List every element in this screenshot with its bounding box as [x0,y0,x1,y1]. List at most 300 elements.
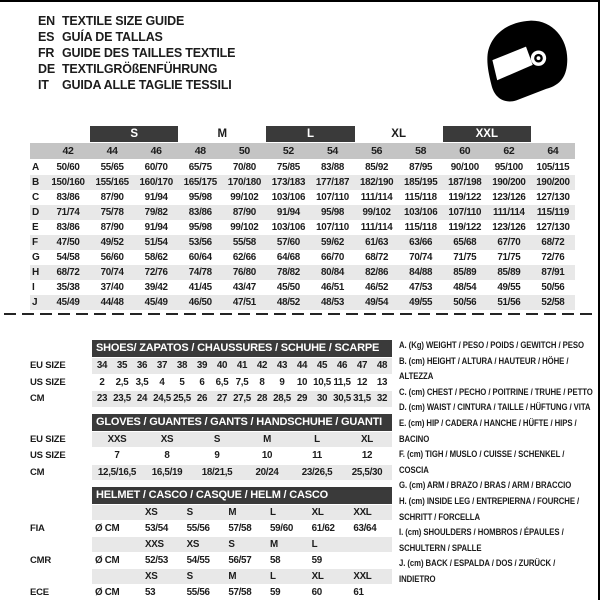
textile-cell: 47/50 [56,237,80,248]
size-cell: 7 [114,450,120,462]
textile-row-g [30,250,575,265]
language-row [38,29,235,45]
helmet-value-cell: 57/58 [228,523,252,534]
helmet-value-cell: 55/56 [186,523,210,534]
shoes-table-rows [30,358,392,407]
textile-cell: 127/130 [536,222,570,233]
legend-item: C. (cm) CHEST / PECHO / POITRINE / TRUHE / PETTO [399,386,593,398]
textile-cell: 71/75 [453,252,477,263]
diameter-unit-label: Ø CM [95,555,120,566]
guide-title: TEXTILGRÖßENFÜHRUNG [62,62,218,76]
textile-cell: 58/62 [144,252,168,263]
helmet-size-cell: XXL [353,571,372,582]
helmet-value-cell: 61 [353,587,364,598]
helmet-table-title: HELMET / CASCO / CASQUE / HELM / CASCO [92,487,392,504]
helmet-table-rows [30,505,392,600]
language-code: DE [38,62,55,76]
size-cell: 9 [279,376,285,388]
helmet-size-cell: S [186,571,193,582]
row-cells [92,465,392,481]
row-cells [92,505,392,520]
textile-cell: 52/58 [541,297,565,308]
language-row [38,77,235,93]
size-cell: 9 [214,450,220,462]
helmet-size-cell: L [270,571,276,582]
textile-cell: 107/110 [316,222,349,233]
dashed-section-divider [4,313,596,315]
size-cell: 39 [196,360,208,372]
helmet-size-cell: S [186,507,193,518]
textile-row-d [30,205,575,220]
language-code: FR [38,46,55,60]
helmet-value-cell: 56/57 [228,555,252,566]
textile-cell: 50/56 [453,297,477,308]
textile-cell: 70/74 [100,267,124,278]
helmet-size-cell: XS [145,571,158,582]
legend-item: B. (cm) HEIGHT / ALTURA / HAUTEUR / HÖHE / ALTEZZA [399,355,569,383]
textile-cell: 47/51 [232,297,256,308]
textile-cell: 127/130 [536,192,570,203]
size-cell: 40 [216,360,228,372]
helmet-value-cell: 61/62 [311,523,335,534]
textile-column-header: 56 [371,145,383,157]
size-cell: 28,5 [273,393,291,405]
size-cell: 29 [296,393,308,405]
size-row [30,448,392,464]
textile-cell: 82/86 [365,267,389,278]
textile-column-header: 48 [194,145,206,157]
gloves-size-table [30,414,392,481]
standard-label: CMR [30,555,52,566]
helmet-size-cell: XL [311,507,324,518]
textile-cell: 95/98 [321,207,345,218]
size-cell: 45 [316,360,328,372]
legend-item: A. (Kg) WEIGHT / PESO / POIDS / GEWITCH / PESO [399,340,584,351]
textile-cell: 54/58 [56,252,80,263]
textile-cell: 66/70 [321,252,345,263]
size-cell: 41 [236,360,248,372]
row-label: US SIZE [30,376,66,388]
legend-item: G. (cm) ARM / BRAZO / BRAS / ARM / BRACCIO [399,480,572,492]
textile-row-h [30,265,575,280]
size-cell: 36 [136,360,148,372]
textile-cell: 71/74 [56,207,80,218]
size-group-header-row [30,126,575,142]
textile-cell: 103/106 [271,222,306,233]
row-label: EU SIZE [30,433,66,445]
textile-cell: 187/198 [448,177,482,188]
legend-item: F. (cm) TIGH / MUSLO / CUISSE / SCHENKEL / COSCIA [399,449,565,476]
textile-cell: 61/63 [365,237,389,248]
textile-cell: 84/88 [409,267,433,278]
size-cell: 23,5 [113,393,131,405]
size-cell: 35 [116,360,128,372]
textile-cell: 39/42 [144,282,168,293]
textile-cell: 99/102 [230,192,259,203]
size-cell: 11,5 [333,376,351,388]
textile-cell: 111/114 [493,207,525,218]
size-cell: 23/26,5 [301,466,333,478]
textile-cell: 45/50 [276,282,300,293]
helmet-size-cell: S [228,539,235,550]
size-cell: 30,5 [333,393,351,405]
textile-cell: 95/100 [494,162,523,173]
size-row [30,465,392,481]
textile-cell: 123/126 [492,192,526,203]
textile-cell: 51/56 [497,297,521,308]
guide-title: GUIDE DES TAILLES TEXTILE [62,46,236,60]
textile-cell: 62/66 [232,252,256,263]
size-cell: XL [361,433,373,445]
size-cell: M [263,433,271,445]
textile-cell: 87/90 [100,192,124,203]
guide-title: TEXTILE SIZE GUIDE [62,14,185,28]
row-cells [92,448,392,464]
size-group-s: S [90,126,178,142]
textile-cell: 190/200 [492,177,526,188]
helmet-value-cell: 59 [311,555,322,566]
textile-cell: 76/80 [232,267,256,278]
textile-cell: 75/85 [276,162,300,173]
textile-cell: 115/118 [404,192,437,203]
size-cell: L [314,433,320,445]
textile-cell: 72/76 [144,267,168,278]
language-code: IT [38,78,49,92]
textile-cell: 111/114 [360,222,393,233]
textile-cell: 103/106 [404,207,438,218]
size-row [30,375,392,391]
textile-cell: 87/90 [232,207,256,218]
textile-column-header: 62 [503,145,515,157]
textile-cell: 105/115 [536,162,570,173]
size-cell: 28 [256,393,268,405]
textile-column-header: 58 [415,145,427,157]
language-code: EN [38,14,55,28]
size-cell: 43 [276,360,288,372]
helmet-value-cell: 63/64 [353,523,377,534]
size-cell: 8 [164,450,170,462]
textile-cell: 49/55 [409,297,433,308]
helmet-value-row-ece [30,585,392,600]
textile-cell: 115/119 [536,207,570,218]
textile-cell: 190/200 [536,177,570,188]
textile-cell: 107/110 [316,192,349,203]
helmet-size-cell: XS [145,507,158,518]
textile-row-label: J [32,297,38,308]
textile-row-b [30,175,575,190]
size-row [30,358,392,374]
size-row [30,432,392,448]
size-group-m: M [217,128,228,140]
textile-row-label: A [32,162,39,173]
size-cell: 11 [312,450,322,462]
textile-column-header: 50 [238,145,250,157]
textile-cell: 160/170 [139,177,173,188]
row-cells [92,521,392,536]
textile-cell: 103/106 [271,192,306,203]
textile-cell: 85/92 [365,162,389,173]
standard-label: FIA [30,523,45,534]
helmet-size-cell: L [311,539,318,550]
textile-cell: 55/65 [100,162,124,173]
size-cell: XXS [107,433,127,445]
size-cell: 18/21,5 [201,466,233,478]
size-cell: 30 [316,393,328,405]
language-title-list [38,13,235,93]
accessory-size-tables [30,340,392,600]
size-cell: 42 [256,360,268,372]
textile-cell: 95/98 [188,222,212,233]
textile-cell: 37/40 [100,282,124,293]
textile-cell: 74/78 [188,267,212,278]
textile-cell: 46/51 [321,282,345,293]
textile-cell: 90/100 [450,162,479,173]
textile-cell: 91/94 [144,222,168,233]
textile-row-label: H [32,267,39,278]
textile-cell: 119/122 [448,192,482,203]
textile-cell: 68/72 [56,267,80,278]
size-cell: 2,5 [115,376,129,388]
textile-cell: 49/55 [497,282,521,293]
textile-row-label: D [32,207,39,218]
language-row [38,13,235,29]
textile-row-e [30,220,575,235]
size-cell: 12,5/16,5 [97,466,137,478]
textile-cell: 115/118 [404,222,437,233]
textile-cell: 75/78 [100,207,124,218]
helmet-size-cell: XXL [353,507,372,518]
textile-cell: 177/187 [315,177,350,188]
textile-cell: 47/53 [409,282,433,293]
helmet-size-cell: L [270,507,276,518]
textile-cell: 63/66 [409,237,433,248]
textile-cell: 68/72 [365,252,389,263]
helmet-value-cell: 55/56 [186,587,210,598]
helmet-size-cell: XXS [145,539,164,550]
textile-row-label: I [32,282,35,293]
textile-cell: 155/165 [95,177,129,188]
textile-cell: 87/90 [100,222,124,233]
textile-row-c [30,190,575,205]
textile-cell: 43/47 [232,282,256,293]
textile-cell: 182/190 [359,177,394,188]
size-cell: S [213,433,221,445]
size-cell: 6 [199,376,205,388]
size-cell: 5 [179,376,185,388]
size-cell: 47 [356,360,368,372]
size-cell: 25,5/30 [351,466,383,478]
row-cells [92,585,392,600]
textile-cell: 46/50 [188,297,212,308]
shoes-size-table [30,340,392,407]
helmet-size-label-row [30,505,392,520]
textile-cell: 49/54 [365,297,389,308]
textile-row-label: E [32,222,39,233]
size-cell: 12 [356,376,368,388]
textile-cell: 65/75 [188,162,212,173]
gloves-table-rows [30,432,392,481]
textile-cell: 119/122 [448,222,482,233]
helmet-value-cell: 53/54 [145,523,169,534]
textile-row-label: C [32,192,39,203]
helmet-value-row-cmr [30,553,392,568]
textile-cell: 83/88 [321,162,345,173]
textile-cell: 83/86 [188,207,212,218]
diameter-unit-label: Ø CM [95,587,120,598]
row-cells [92,553,392,568]
textile-cell: 41/45 [188,282,212,293]
textile-cell: 150/160 [51,177,85,188]
textile-cell: 65/68 [453,237,477,248]
textile-cell: 79/82 [144,207,168,218]
size-cell: 23 [96,393,108,405]
textile-cell: 60/70 [144,162,168,173]
textile-row-a [30,160,575,175]
size-cell: 10,5 [313,376,331,388]
row-label: US SIZE [30,450,66,462]
size-cell: 26 [196,393,208,405]
row-label: CM [30,393,45,405]
size-cell: 10 [261,450,273,462]
helmet-size-cell: M [270,539,278,550]
language-row [38,45,235,61]
size-cell: 34 [96,360,108,372]
textile-cell: 50/60 [56,162,80,173]
textile-cell: 87/95 [409,162,433,173]
textile-cell: 111/114 [360,192,393,203]
row-label: CM [30,466,45,478]
size-cell: 46 [336,360,348,372]
textile-cell: 71/75 [497,252,521,263]
textile-cell: 170/180 [227,177,262,188]
standard-label: ECE [30,587,49,598]
helmet-size-cell: M [228,571,237,582]
helmet-size-label-row [30,537,392,552]
legend-item: E. (cm) HIP / CADERA / HANCHE / HÜFTE / HIPS / BACINO [399,417,577,445]
textile-cell: 60/64 [188,252,212,263]
helmet-size-cell: XS [186,539,200,550]
shoes-table-title: SHOES/ ZAPATOS / CHAUSSURES / SCHUHE / SCARPE [92,340,392,357]
textile-column-header: 44 [106,145,118,157]
size-cell: 6,5 [215,376,229,388]
language-row [38,61,235,77]
textile-cell: 45/49 [144,297,168,308]
textile-cell: 48/54 [453,282,477,293]
textile-cell: 78/82 [276,267,300,278]
helmet-value-cell: 60 [311,587,322,598]
textile-column-header: 52 [282,145,294,157]
textile-cell: 59/62 [321,237,345,248]
size-cell: 24,5 [153,393,171,405]
size-cell: XS [160,433,174,445]
row-cells [92,537,392,552]
textile-cell: 46/52 [365,282,389,293]
size-cell: 24 [136,393,148,405]
textile-cell: 45/49 [56,297,80,308]
textile-cell: 87/91 [541,267,565,278]
textile-cell: 48/52 [276,297,300,308]
textile-cell: 70/80 [232,162,256,173]
helmet-value-cell: 59 [270,587,281,598]
helmet-value-cell: 59/60 [270,523,294,534]
textile-size-table [30,126,575,310]
textile-cell: 99/102 [230,222,259,233]
helmet-value-cell: 57/58 [228,587,252,598]
size-row [30,391,392,407]
measurement-legend [399,338,593,588]
textile-cell: 80/84 [321,267,345,278]
textile-cell: 48/53 [321,297,345,308]
diameter-unit-label: Ø CM [95,523,120,534]
textile-cell: 123/126 [492,222,526,233]
size-cell: 48 [376,360,388,372]
size-cell: 27 [216,393,228,405]
row-label: EU SIZE [30,360,66,372]
textile-column-header: 64 [547,145,559,157]
helmet-value-cell: 52/53 [145,555,169,566]
size-cell: 8 [259,376,265,388]
textile-cell: 173/183 [271,177,306,188]
helmet-value-row-fia [30,521,392,536]
textile-cell: 85/89 [497,267,521,278]
language-code: ES [38,30,55,44]
textile-row-f [30,235,575,250]
guide-title: GUIDA ALLE TAGLIE TESSILI [62,78,232,92]
size-cell: 44 [296,360,308,372]
textile-cell: 165/175 [183,177,217,188]
row-cells [92,432,392,448]
textile-cell: 53/56 [188,237,212,248]
size-cell: 38 [176,360,188,372]
size-cell: 10 [296,376,308,388]
size-cell: 3,5 [135,376,149,388]
racing-helmet-icon [478,14,574,110]
textile-cell: 55/58 [232,237,256,248]
racing-helmet-icon [478,14,574,110]
size-cell: 12 [361,450,373,462]
textile-row-i [30,280,575,295]
size-cell: 16,5/19 [151,466,183,478]
size-cell: 37 [156,360,168,372]
helmet-size-cell: M [228,507,237,518]
textile-column-header: 42 [62,145,74,157]
row-cells [92,375,392,391]
size-group-xxl: XXL [443,126,531,142]
textile-cell: 185/195 [404,177,438,188]
row-cells [92,391,392,407]
textile-cell: 83/86 [56,192,80,203]
textile-row-label: B [32,177,39,188]
size-cell: 4 [159,376,165,388]
row-cells [92,569,392,584]
size-cell: 25,5 [173,393,191,405]
size-cell: 31,5 [353,393,371,405]
size-group-l: L [266,126,354,142]
size-group-xl: XL [391,128,406,140]
textile-row-j [30,295,575,310]
helmet-value-cell: 58 [270,555,281,566]
legend-item: D. (cm) WAIST / CINTURA / TAILLE / HÜFTUNG / VITA [399,402,591,414]
textile-cell: 64/68 [276,252,300,263]
textile-cell: 50/56 [541,282,565,293]
textile-cell: 44/48 [100,297,124,308]
textile-column-header: 54 [326,145,339,157]
textile-row-label: F [32,237,38,248]
textile-column-header-row [30,143,575,159]
helmet-value-cell: 54/55 [186,555,210,566]
textile-row-label: G [32,252,40,263]
legend-item: H. (cm) INSIDE LEG / ENTREPIERNA / FOURCHE / SCHRITT / FORCELLA [399,495,580,523]
